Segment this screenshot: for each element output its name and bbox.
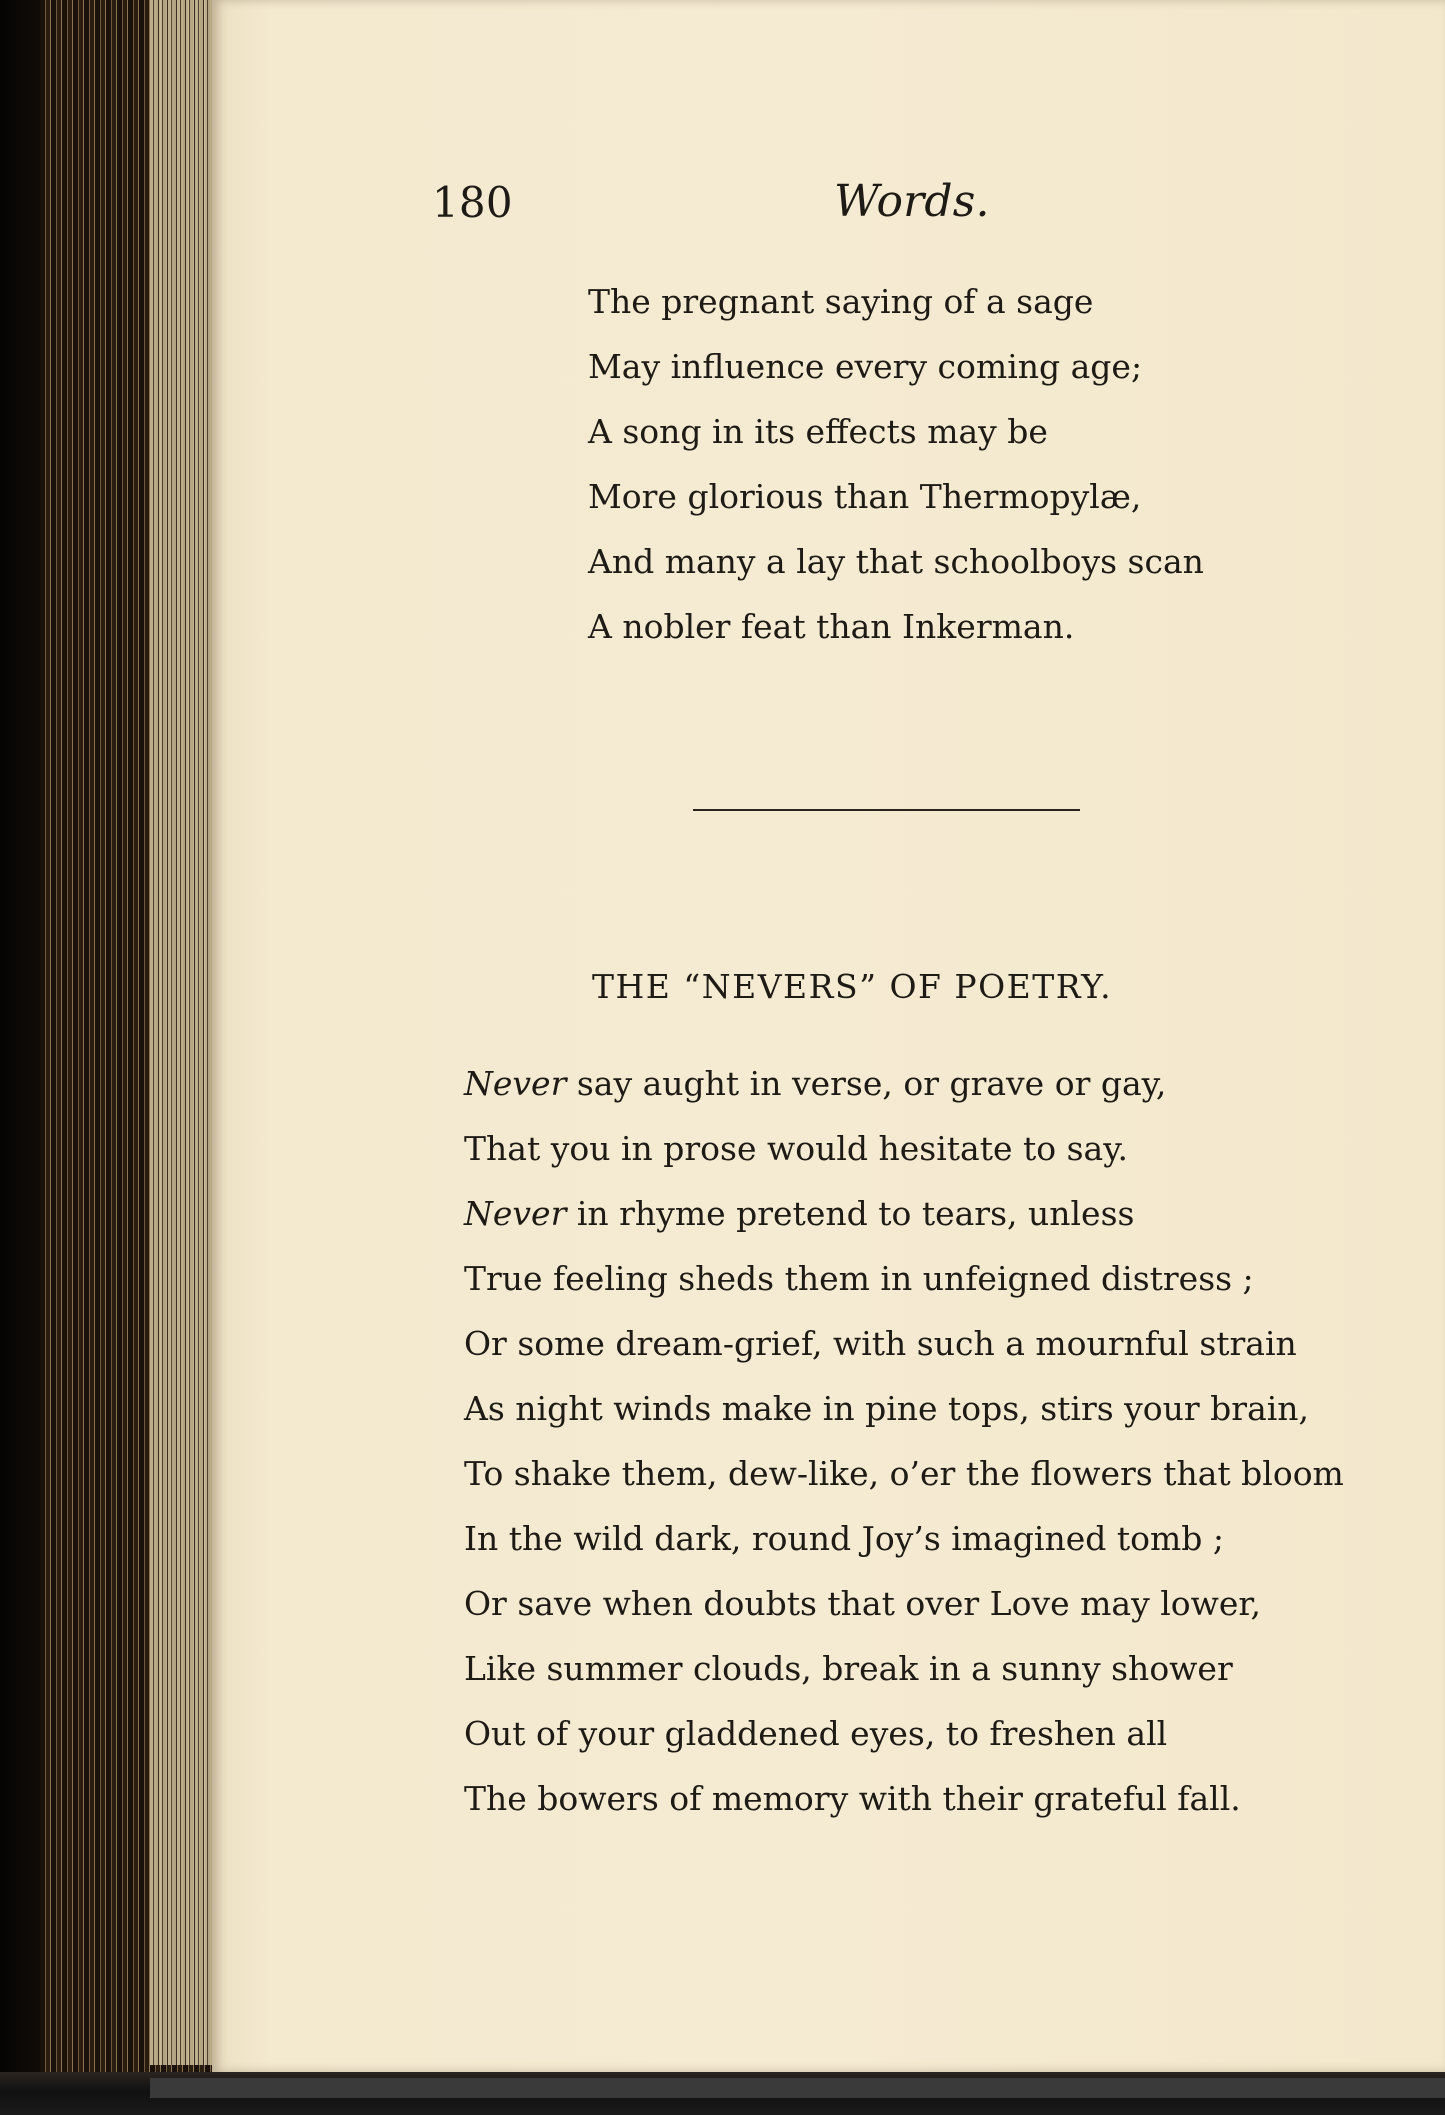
poem-line — [464, 1519, 1224, 1558]
poem-line — [464, 1584, 1261, 1623]
poem-line-text: True feeling sheds them in unfeigned distress ; — [464, 1259, 1254, 1298]
poem-title: THE “NEVERS” OF POETRY. — [592, 967, 1113, 1006]
poem-line-text: Like summer clouds, break in a sunny shower — [464, 1649, 1233, 1688]
stanza-line: A nobler feat than Inkerman. — [588, 607, 1075, 646]
running-title: Words. — [834, 176, 990, 227]
poem-line-text: As night winds make in pine tops, stirs your brain, — [464, 1389, 1310, 1428]
page-number: 180 — [432, 178, 513, 227]
poem-line-text: To shake them, dew-like, o’er the flowers that bloom — [464, 1454, 1344, 1493]
stanza-line: More glorious than Thermopylæ, — [588, 477, 1142, 516]
poem-line-text: Or some dream-grief, with such a mournful strain — [464, 1324, 1297, 1363]
poem-line-lead: Never — [464, 1194, 567, 1233]
stanza-line: May influence every coming age; — [588, 347, 1143, 386]
scan-bottom-band — [150, 2078, 1445, 2098]
poem-line — [464, 1324, 1297, 1363]
stanza-line: A song in its effects may be — [588, 412, 1048, 451]
stanza-line: The pregnant saying of a sage — [588, 282, 1094, 321]
poem-line-text: Or save when doubts that over Love may lower, — [464, 1584, 1262, 1623]
section-divider — [693, 809, 1080, 811]
poem-line — [464, 1454, 1344, 1493]
poem-line-lead: Never — [464, 1064, 567, 1103]
page-edges-light — [150, 0, 212, 2065]
poem-line — [464, 1779, 1241, 1818]
poem-line-text: in rhyme pretend to tears, unless — [566, 1194, 1135, 1233]
poem-line-text: The bowers of memory with their grateful fall. — [464, 1779, 1241, 1818]
poem-line — [464, 1389, 1309, 1428]
poem-line — [464, 1259, 1254, 1298]
stanza-line: And many a lay that schoolboys scan — [588, 542, 1204, 581]
poem-line-text: That you in prose would hesitate to say. — [464, 1129, 1128, 1168]
poem-line — [464, 1649, 1233, 1688]
poem-line — [464, 1194, 1134, 1233]
poem-line-text: In the wild dark, round Joy’s imagined tomb ; — [464, 1519, 1224, 1558]
poem-line-text: say aught in verse, or grave or gay, — [566, 1064, 1167, 1103]
poem-line — [464, 1064, 1166, 1103]
poem-line — [464, 1714, 1167, 1753]
poem-line — [464, 1129, 1128, 1168]
poem-line-text: Out of your gladdened eyes, to freshen all — [464, 1714, 1168, 1753]
